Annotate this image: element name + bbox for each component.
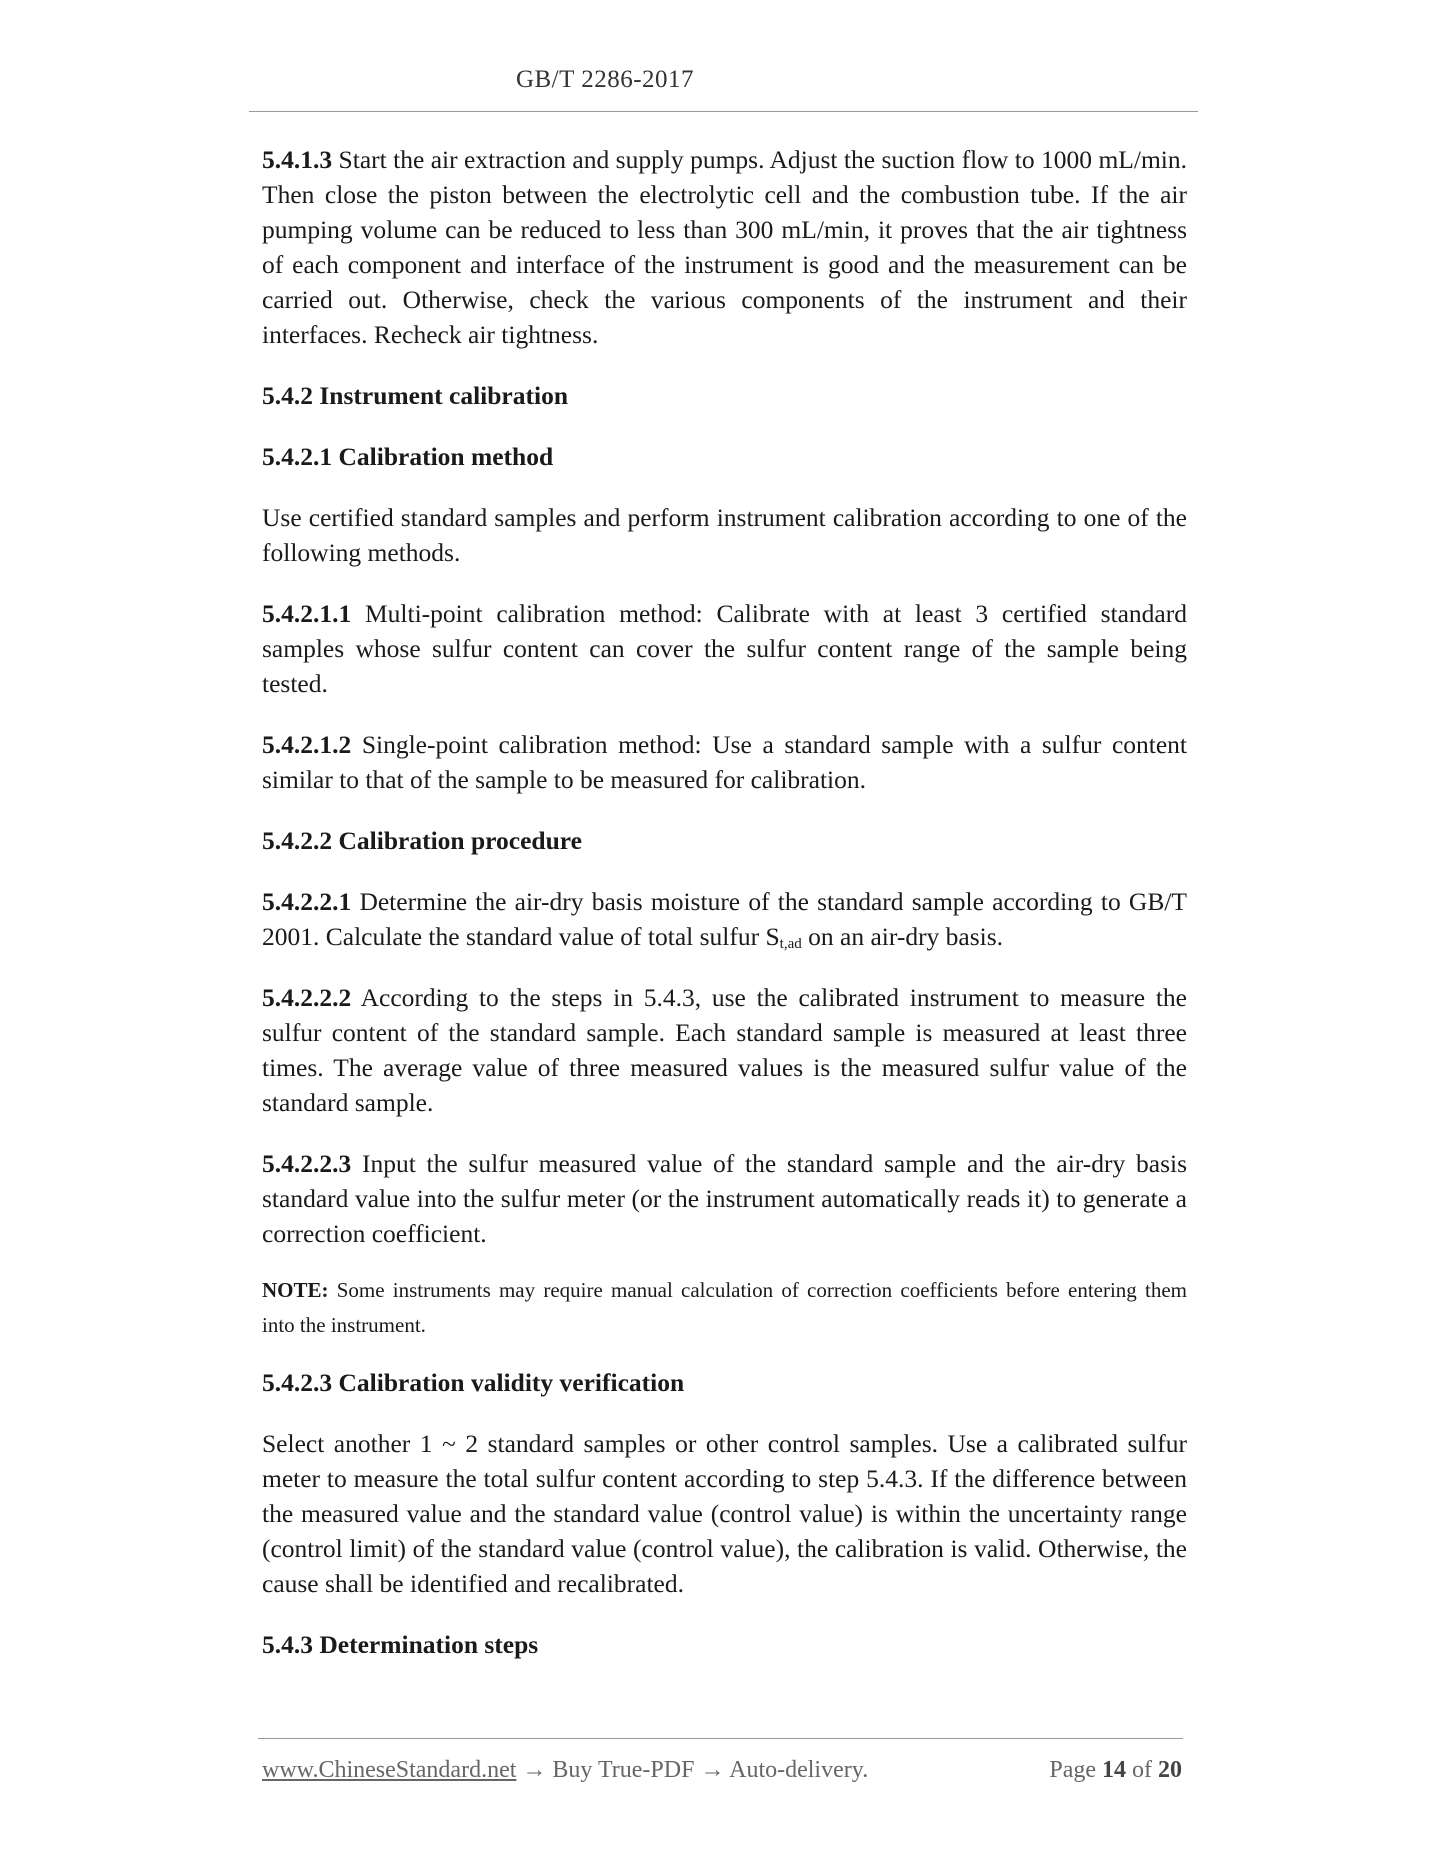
page-footer [262,1757,1182,1789]
heading-5-4-2: 5.4.2 Instrument calibration [262,381,568,410]
clause-text: Single-point calibration method: Use a standard sample with a sulfur content similar to that of the sample to be measured for calibration. [262,730,1187,794]
paragraph-calibration-intro: Use certified standard samples and perform instrument calibration according to one of the following methods. [262,503,1187,567]
heading-5-4-2-2: 5.4.2.2 Calibration procedure [262,826,582,855]
clause-number: 5.4.2.2.3 [262,1149,352,1178]
paragraph-validity-verification: Select another 1 ~ 2 standard samples or other control samples. Use a calibrated sulfur meter to measure the total sulfur content according to step 5.4.3. If the difference between the measured value and the standard value (control value) is within the uncertainty range (control limit) of the standard value (control value), the calibration is valid. Otherwise, the cause shall be identified and recalibrated. [262,1429,1187,1598]
website-link[interactable]: www.ChineseStandard.net [262,1757,517,1783]
clause-text: Determine the air-dry basis moisture of the standard sample according to GB/T 2001. Calculate the standard value of total sulfur S [262,887,1187,951]
clause-5-4-2-2-3 [262,1146,1187,1251]
document-body [262,142,1187,1688]
footer-promo-text: → Buy True-PDF → Auto-delivery. [516,1757,869,1783]
clause-text: According to the steps in 5.4.3, use the calibrated instrument to measure the sulfur content of the standard sample. Each standard sample is measured at least three times. The average value of three measured values is the measured sulfur value of the standard sample. [262,983,1187,1117]
clause-5-4-2-1-2 [262,727,1187,797]
heading-5-4-3: 5.4.3 Determination steps [262,1630,539,1659]
clause-number: 5.4.1.3 [262,145,333,174]
note-text: Some instruments may require manual calculation of correction coefficients before entering them into the instrument. [262,1278,1187,1337]
clause-text: Multi-point calibration method: Calibrate with at least 3 certified standard samples whose sulfur content can cover the sulfur content range of the sample being tested. [262,599,1187,698]
page-total: 20 [1158,1757,1182,1783]
page-of: of [1126,1757,1158,1783]
clause-5-4-2-1-1 [262,596,1187,701]
clause-5-4-2-2-1 [262,884,1187,954]
clause-number: 5.4.2.2.2 [262,983,352,1012]
clause-text-end: on an air-dry basis. [801,922,1004,951]
heading-5-4-2-1: 5.4.2.1 Calibration method [262,442,554,471]
page-label: Page [1049,1757,1102,1783]
page-header-title: GB/T 2286-2017 [515,66,695,93]
header-divider [249,111,1198,112]
clause-number: 5.4.2.1.1 [262,599,352,628]
subscript-t-ad: t,ad [779,936,802,952]
clause-number: 5.4.2.1.2 [262,730,352,759]
clause-text: Input the sulfur measured value of the standard sample and the air-dry basis standard value into the sulfur meter (or the instrument automatically reads it) to generate a correction coefficient. [262,1149,1187,1248]
page-number [1049,1757,1182,1784]
clause-number: 5.4.2.2.1 [262,887,352,916]
footer-promo [262,1757,868,1784]
clause-5-4-2-2-2 [262,980,1187,1120]
heading-5-4-2-3: 5.4.2.3 Calibration validity verification [262,1368,685,1397]
footer-divider [258,1738,1183,1739]
note-label: NOTE: [262,1278,329,1302]
note [262,1273,1187,1343]
page-current: 14 [1102,1757,1126,1783]
clause-text: Start the air extraction and supply pumps. Adjust the suction flow to 1000 mL/min. Then close the piston between the electrolytic cell and the combustion tube. If the air pumping volume can be reduced to less than 300 mL/min, it proves that the air tightness of each component and interface of the instrument is good and the measurement can be carried out. Otherwise, check the various components of the instrument and their interfaces. Recheck air tightness. [262,145,1187,349]
clause-5-4-1-3 [262,142,1187,352]
